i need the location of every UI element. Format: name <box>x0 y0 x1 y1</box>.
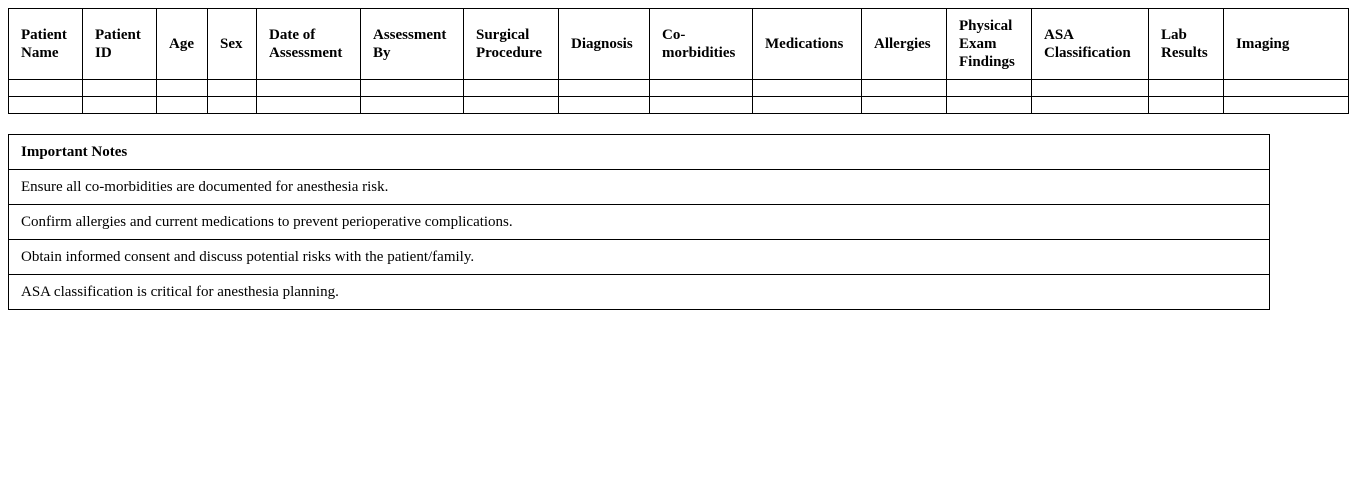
table-cell <box>947 97 1032 114</box>
column-header-patient-id: Patient ID <box>83 9 157 80</box>
table-row <box>9 80 1349 97</box>
column-header-medications: Medications <box>753 9 862 80</box>
table-cell <box>208 80 257 97</box>
list-item <box>9 240 1270 275</box>
table-cell <box>947 80 1032 97</box>
important-notes-table <box>8 134 1270 310</box>
column-header-lab-results: Lab Results <box>1149 9 1224 80</box>
table-cell <box>257 80 361 97</box>
table-cell <box>83 97 157 114</box>
table-cell <box>753 97 862 114</box>
table-cell <box>1149 80 1224 97</box>
table-cell <box>464 80 559 97</box>
table-cell <box>464 97 559 114</box>
table-cell <box>361 80 464 97</box>
list-item <box>9 205 1270 240</box>
column-header-asa-classification: ASA Classification <box>1032 9 1149 80</box>
column-header-surgical-procedure: Surgical Procedure <box>464 9 559 80</box>
note-text: Obtain informed consent and discuss potential risks with the patient/family. <box>9 240 1270 275</box>
table-cell <box>1032 80 1149 97</box>
table-cell <box>9 80 83 97</box>
table-cell <box>157 80 208 97</box>
table-cell <box>157 97 208 114</box>
table-cell <box>208 97 257 114</box>
notes-header-row <box>9 135 1270 170</box>
column-header-age: Age <box>157 9 208 80</box>
note-text: ASA classification is critical for anesthesia planning. <box>9 275 1270 310</box>
header-row <box>9 9 1349 80</box>
list-item <box>9 275 1270 310</box>
table-cell <box>559 80 650 97</box>
table-cell <box>361 97 464 114</box>
table-cell <box>650 80 753 97</box>
assessment-table-container <box>8 8 1290 114</box>
column-header-assessment-by: Assessment By <box>361 9 464 80</box>
table-cell <box>1224 80 1349 97</box>
column-header-date-of-assessment: Date of Assessment <box>257 9 361 80</box>
table-cell <box>650 97 753 114</box>
note-text: Ensure all co-morbidities are documented for anesthesia risk. <box>9 170 1270 205</box>
table-cell <box>559 97 650 114</box>
column-header-co-morbidities: Co-morbidities <box>650 9 753 80</box>
column-header-physical-exam-findings: Physical Exam Findings <box>947 9 1032 80</box>
assessment-table <box>8 8 1349 114</box>
table-row <box>9 97 1349 114</box>
table-cell <box>9 97 83 114</box>
table-cell <box>1149 97 1224 114</box>
table-cell <box>1032 97 1149 114</box>
table-cell <box>862 97 947 114</box>
table-cell <box>83 80 157 97</box>
column-header-sex: Sex <box>208 9 257 80</box>
column-header-patient-name: Patient Name <box>9 9 83 80</box>
column-header-imaging: Imaging <box>1224 9 1349 80</box>
table-cell <box>257 97 361 114</box>
note-text: Confirm allergies and current medications to prevent perioperative complications. <box>9 205 1270 240</box>
column-header-diagnosis: Diagnosis <box>559 9 650 80</box>
table-cell <box>753 80 862 97</box>
list-item <box>9 170 1270 205</box>
table-cell <box>1224 97 1349 114</box>
table-cell <box>862 80 947 97</box>
column-header-allergies: Allergies <box>862 9 947 80</box>
notes-title: Important Notes <box>9 135 1270 170</box>
